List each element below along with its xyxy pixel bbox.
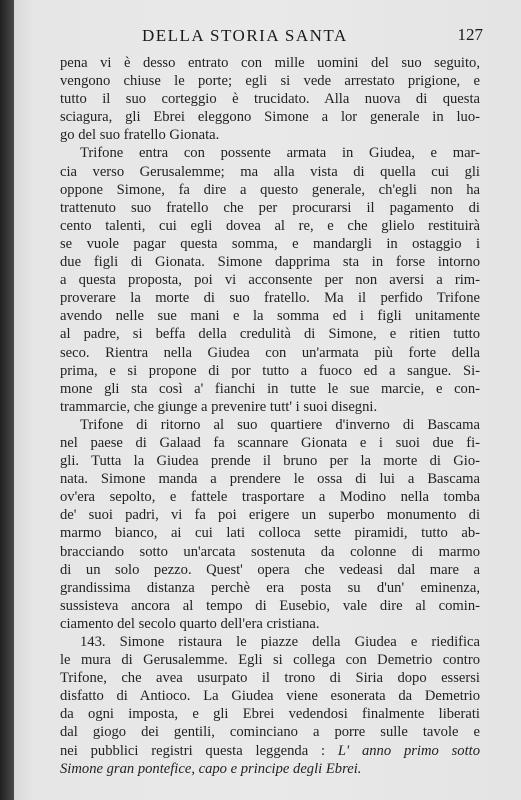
text-line: sciagura, gli Ebrei eleggono Simone a lor generale in luo- xyxy=(60,109,480,126)
text-line: al padre, si beffa della credulità di Simone, e ritien tutto xyxy=(60,326,480,343)
text-line: proverare la morte di suo fratello. Ma il perfido Trifone xyxy=(60,290,480,307)
text-line: due figli di Gionata. Simone dapprima sta in forse intorno xyxy=(60,254,480,271)
text-line: cento talenti, cui egli dovea al re, e che glielo restituirà xyxy=(60,217,480,234)
text-line: dal giogo dei gentili, cominciano a porre sulle tavole e xyxy=(60,724,480,741)
running-title: DELLA STORIA SANTA xyxy=(142,26,348,45)
text-line: a questa proposta, poi vi acconsente per non aversi a rim- xyxy=(60,272,480,289)
text-line: le mura di Gerusalemme. Egli si collega con Demetrio contro xyxy=(60,652,480,669)
text-line: de' suoi padri, vi fa poi erigere un superbo monumento di xyxy=(60,507,480,524)
book-gutter-edge xyxy=(0,0,14,800)
text-line: mone gli sta così a' fianchi in tutte le sue marcie, e con- xyxy=(60,380,480,397)
text-line: ov'era sepolto, e fattele trasportare a Modino nella tomba xyxy=(60,489,480,506)
book-page xyxy=(14,0,521,800)
text-line-with-italic xyxy=(60,742,480,760)
body-text xyxy=(60,54,480,778)
text-line: marmo bianco, ai cui lati colloca sette piramidi, tutto ab- xyxy=(60,525,480,542)
text-segment: nei pubblici registri questa leggenda : xyxy=(60,742,338,759)
text-line: disfatto di Antioco. La Giudea viene esonerata da Demetrio xyxy=(60,688,480,705)
text-line: Trifone, che avea usurpato il trono di Siria dopo essersi xyxy=(60,670,480,687)
page-number: 127 xyxy=(457,25,483,44)
text-line: da ogni imposta, e gli Ebrei vedendosi finalmente liberati xyxy=(60,706,480,723)
paragraph-start-line: 143. Simone ristaura le piazze della Giudea e riedifica xyxy=(80,634,480,650)
text-line: prima, e si propone di por tutto a fuoco ed a sangue. Si- xyxy=(60,362,480,379)
text-line: nel paese di Galaad fa scannare Gionata e i suoi due fi- xyxy=(60,434,480,451)
text-line: trammarcie, che giunge a prevenire tutt' i suoi disegni. xyxy=(60,398,378,415)
text-line: di un solo pezzo. Quest' opera che vedeasi dal mare a xyxy=(60,561,480,578)
text-line: avendo nelle sue mani e la somma ed i figli unitamente xyxy=(60,308,480,325)
text-line: tutto il suo corteggio è trucidato. Alla nuova di questa xyxy=(60,91,480,108)
paragraph-start-line: Trifone entra con possente armata in Giudea, e mar- xyxy=(80,145,480,162)
text-line: oppone Simone, fa dire a questo generale, ch'egli non ha xyxy=(60,181,480,198)
page-header xyxy=(14,26,521,48)
text-line: gli. Tutta la Giudea prende il bruno per la morte di Gio- xyxy=(60,453,480,470)
text-line: grandissima distanza perchè era posta su d'un' eminenza, xyxy=(60,579,480,596)
text-line: trattenuto suo fratello che per procurarsi il pagamento di xyxy=(60,199,480,216)
text-line: ciamento del secolo quarto dell'era cristiana. xyxy=(60,615,320,632)
paragraph-start-line: Trifone di ritorno al suo quartiere d'inverno di Bascama xyxy=(80,416,480,433)
text-line: sussisteva ancora al tempo di Eusebio, vale dire al comin- xyxy=(60,597,480,614)
italic-legend-line: Simone gran pontefice, capo e principe degli Ebrei. xyxy=(60,760,362,777)
text-line: se vuole pagar questa somma, e mandargli in ostaggio i xyxy=(60,235,480,252)
text-line: nata. Simone manda a prendere le ossa di lui a Bascama xyxy=(60,471,480,488)
text-line: go del suo fratello Gionata. xyxy=(60,127,220,144)
text-line: cia verso Gerusalemme; ma alla vista di quella cui gli xyxy=(60,163,480,180)
text-line: vengono chiuse le porte; egli si vede arrestato prigione, e xyxy=(60,73,480,90)
text-line: bracciando sotto un'arcata sostenuta da colonne di marmo xyxy=(60,543,480,560)
text-line: seco. Rientra nella Giudea con un'armata più forte della xyxy=(60,344,480,361)
text-line: pena vi è desso entrato con mille uomini del suo seguito, xyxy=(60,55,480,71)
italic-legend-start: L' anno primo sotto xyxy=(337,742,480,759)
